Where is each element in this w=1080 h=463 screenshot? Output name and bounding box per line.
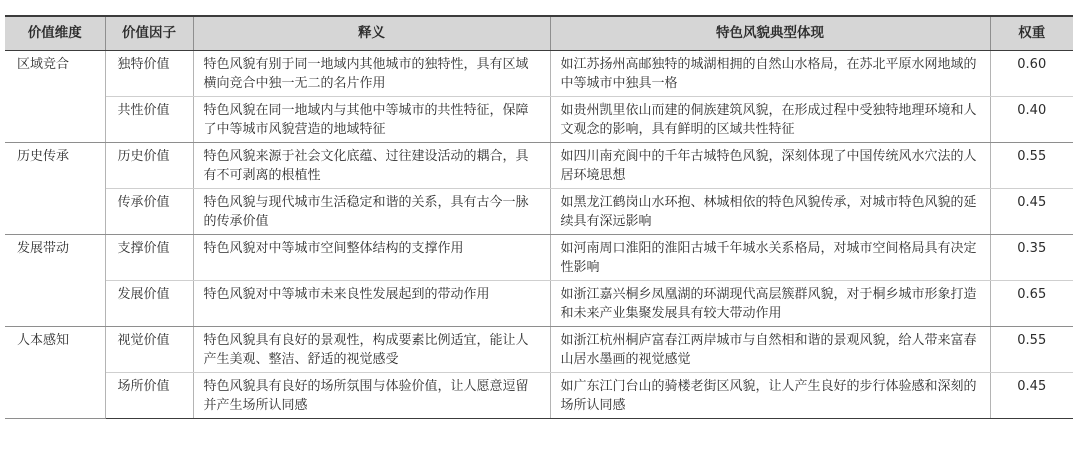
header-meaning: 释义 [193,16,550,51]
table-row [5,189,1073,235]
example-cell: 如江苏扬州高邮独特的城湖相拥的自然山水格局，在苏北平原水网地域的中等城市中独具一格 [550,51,990,97]
table-row [5,235,1073,281]
factor-cell: 历史价值 [105,143,193,189]
meaning-cell: 特色风貌有别于同一地域内其他城市的独特性，具有区域横向竞合中独一无二的名片作用 [193,51,550,97]
weight-cell: 0.40 [990,97,1073,143]
weight-cell: 0.45 [990,189,1073,235]
table-caption [0,0,1080,12]
table-body [5,51,1073,419]
table-row [5,143,1073,189]
factor-cell: 发展价值 [105,281,193,327]
factor-cell: 支撑价值 [105,235,193,281]
example-cell: 如浙江嘉兴桐乡凤凰湖的环湖现代高层簇群风貌，对于桐乡城市形象打造和未来产业集聚发展具有较大带动作用 [550,281,990,327]
factor-cell: 视觉价值 [105,327,193,373]
weight-cell: 0.65 [990,281,1073,327]
table-row [5,281,1073,327]
dimension-cell: 人本感知 [5,327,105,419]
factor-cell: 独特价值 [105,51,193,97]
example-cell: 如贵州凯里依山而建的侗族建筑风貌，在形成过程中受独特地理环境和人文观念的影响，具有鲜明的区域共性特征 [550,97,990,143]
weight-cell: 0.45 [990,373,1073,419]
example-cell: 如浙江杭州桐庐富春江两岸城市与自然相和谐的景观风貌，给人带来富春山居水墨画的视觉感觉 [550,327,990,373]
header-row [5,16,1073,51]
header-example: 特色风貌典型体现 [550,16,990,51]
table-row [5,327,1073,373]
meaning-cell: 特色风貌在同一地域内与其他中等城市的共性特征，保障了中等城市风貌营造的地域特征 [193,97,550,143]
table-row [5,373,1073,419]
meaning-cell: 特色风貌与现代城市生活稳定和谐的关系，具有古今一脉的传承价值 [193,189,550,235]
meaning-cell: 特色风貌具有良好的景观性，构成要素比例适宜，能让人产生美观、整洁、舒适的视觉感受 [193,327,550,373]
table-row [5,97,1073,143]
meaning-cell: 特色风貌来源于社会文化底蕴、过往建设活动的耦合，具有不可剥离的根植性 [193,143,550,189]
value-evaluation-table [5,15,1073,419]
header-weight: 权重 [990,16,1073,51]
table-row [5,51,1073,97]
meaning-cell: 特色风貌对中等城市未来良性发展起到的带动作用 [193,281,550,327]
table-header [5,16,1073,51]
header-factor: 价值因子 [105,16,193,51]
example-cell: 如河南周口淮阳的淮阳古城千年城水关系格局，对城市空间格局具有决定性影响 [550,235,990,281]
weight-cell: 0.60 [990,51,1073,97]
weight-cell: 0.55 [990,327,1073,373]
example-cell: 如广东江门台山的骑楼老街区风貌，让人产生良好的步行体验感和深刻的场所认同感 [550,373,990,419]
factor-cell: 传承价值 [105,189,193,235]
factor-cell: 共性价值 [105,97,193,143]
header-dimension: 价值维度 [5,16,105,51]
weight-cell: 0.35 [990,235,1073,281]
dimension-cell: 区域竞合 [5,51,105,143]
meaning-cell: 特色风貌对中等城市空间整体结构的支撑作用 [193,235,550,281]
example-cell: 如黑龙江鹤岗山水环抱、林城相依的特色风貌传承，对城市特色风貌的延续具有深远影响 [550,189,990,235]
meaning-cell: 特色风貌具有良好的场所氛围与体验价值，让人愿意逗留并产生场所认同感 [193,373,550,419]
dimension-cell: 发展带动 [5,235,105,327]
weight-cell: 0.55 [990,143,1073,189]
example-cell: 如四川南充阆中的千年古城特色风貌，深刻体现了中国传统风水穴法的人居环境思想 [550,143,990,189]
factor-cell: 场所价值 [105,373,193,419]
dimension-cell: 历史传承 [5,143,105,235]
